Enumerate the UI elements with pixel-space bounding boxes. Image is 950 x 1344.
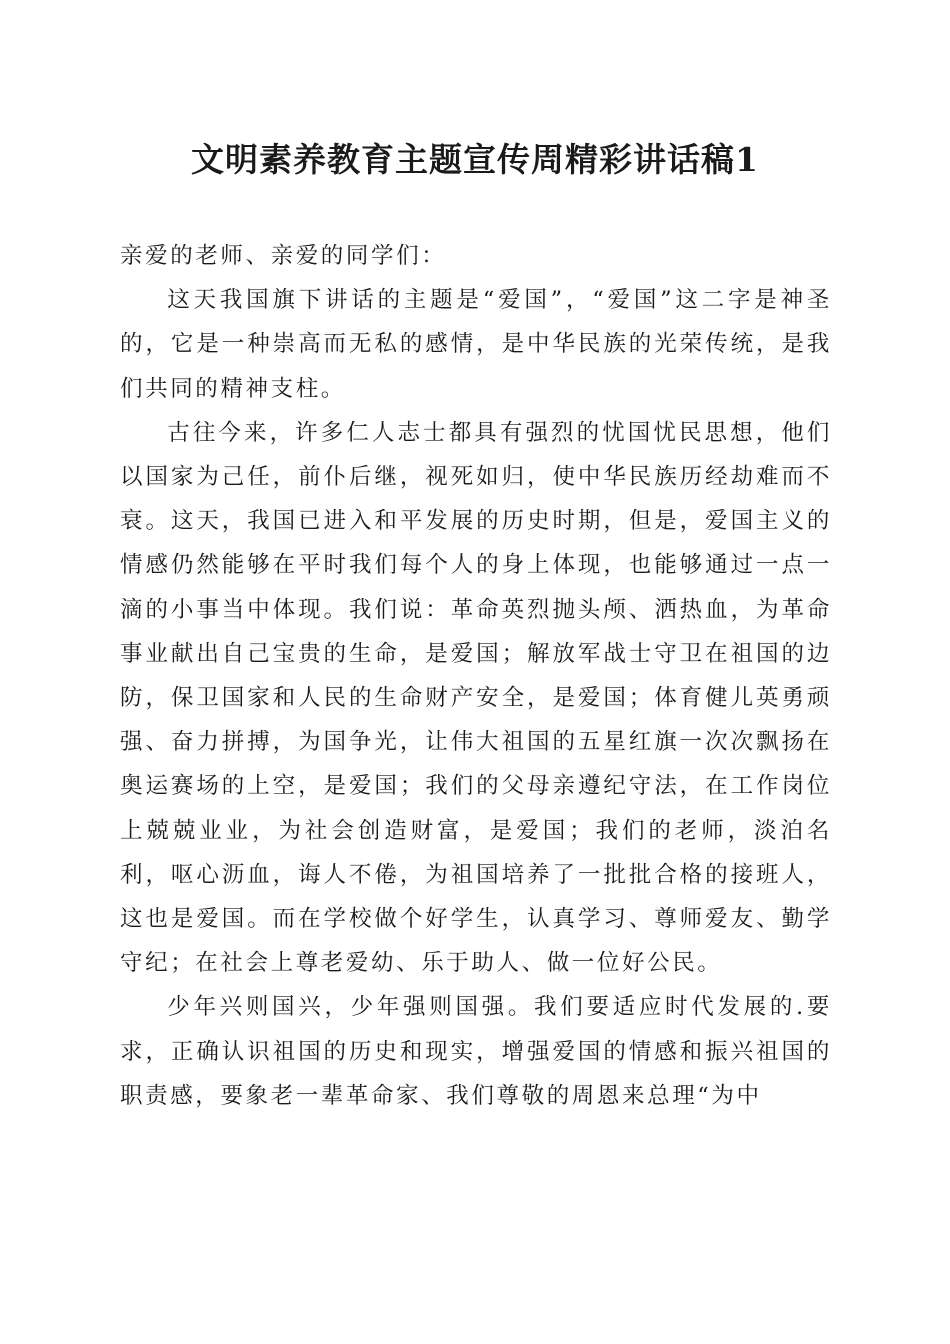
salutation: 亲爱的老师、亲爱的同学们： (120, 243, 447, 269)
paragraph-1: 这天我国旗下讲话的主题是“爱国”，“爱国”这二字是神圣的，它是一种崇高而无私的感情，是中华民族的光荣传统，是我们共同的精神支柱。 (120, 287, 832, 402)
paragraph-3: 少年兴则国兴，少年强则国强。我们要适应时代发展的.要求，正确认识祖国的历史和现实，增强爱国的情感和振兴祖国的职责感，要象老一辈革命家、我们尊敬的周恩来总理“为中 (120, 994, 832, 1109)
paragraph-2: 古往今来，许多仁人志士都具有强烈的忧国忧民思想，他们以国家为己任，前仆后继，视死如归，使中华民族历经劫难而不衰。这天，我国已进入和平发展的历史时期，但是，爱国主义的情感仍然能够在平时我们每个人的身上体现，也能够通过一点一滴的小事当中体现。我们说：革命英烈抛头颅、洒热血，为革命事业献出自己宝贵的生命，是爱国；解放军战士守卫在祖国的边防，保卫国家和人民的生命财产安全，是爱国；体育健儿英勇顽强、奋力拼搏，为国争光，让伟大祖国的五星红旗一次次飘扬在奥运赛场的上空，是爱国；我们的父母亲遵纪守法，在工作岗位上兢兢业业，为社会创造财富，是爱国；我们的老师，淡泊名利，呕心沥血，诲人不倦，为祖国培养了一批批合格的接班人，这也是爱国。而在学校做个好学生，认真学习、尊师爱友、勤学守纪；在社会上尊老爱幼、乐于助人、做一位好公民。 (120, 419, 832, 977)
document-title: 文明素养教育主题宣传周精彩讲话稿1 (191, 140, 759, 179)
document-body (120, 234, 832, 1118)
